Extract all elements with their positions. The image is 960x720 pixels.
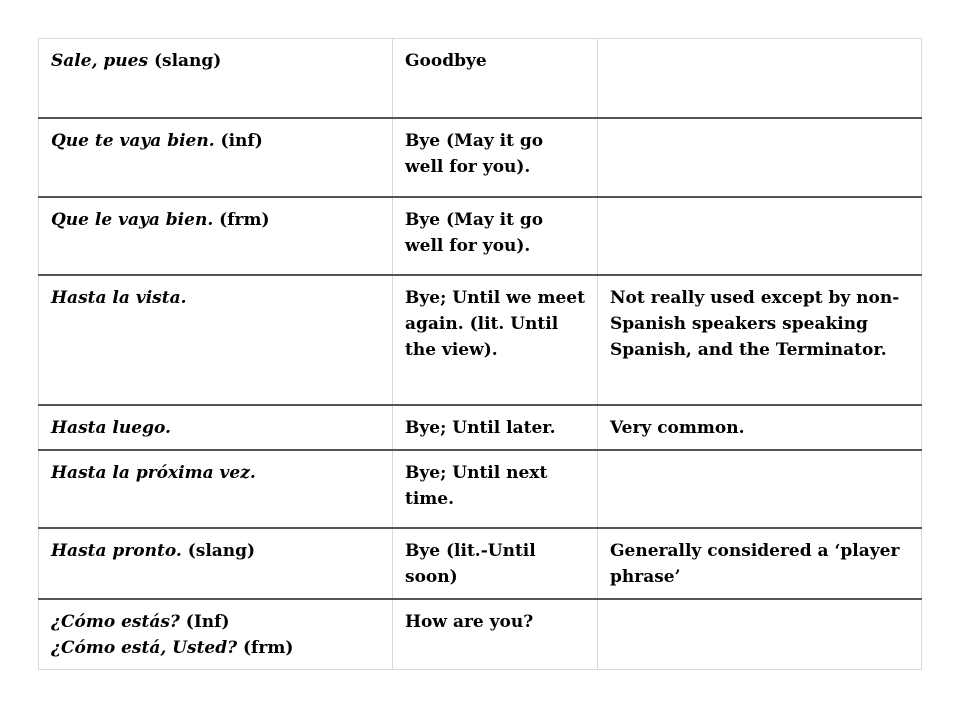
phrase-cell xyxy=(39,599,393,670)
phrase-text: Hasta la vista. xyxy=(51,287,187,308)
table-row xyxy=(39,197,922,275)
comment-cell xyxy=(598,450,922,528)
phrase-table xyxy=(38,38,922,670)
comment-cell xyxy=(598,39,922,118)
comment-cell xyxy=(598,118,922,197)
phrase-cell xyxy=(39,118,393,197)
comment-cell: Generally considered a ‘player phrase’ xyxy=(598,528,922,599)
comment-cell: Very common. xyxy=(598,405,922,450)
comment-cell xyxy=(598,599,922,670)
phrase-text: Hasta luego. xyxy=(51,417,171,438)
phrase-text: Sale, pues xyxy=(51,51,149,71)
register-note: (slang) xyxy=(181,540,256,561)
table-row xyxy=(39,39,922,118)
meaning-cell: Goodbye xyxy=(393,39,598,118)
table-row xyxy=(39,405,922,450)
register-note: (Inf) xyxy=(179,611,230,632)
phrase-text: Que te vaya bien. xyxy=(51,130,215,151)
phrase-cell xyxy=(39,528,393,599)
table-row xyxy=(39,450,922,528)
phrase-text: ¿Cómo está, Usted? xyxy=(51,637,238,658)
table-row xyxy=(39,275,922,405)
register-note: (inf) xyxy=(214,130,263,151)
register-note: (frm) xyxy=(237,637,294,658)
phrase-text: Hasta la próxima vez. xyxy=(51,462,256,483)
phrase-cell xyxy=(39,275,393,405)
meaning-cell: Bye; Until later. xyxy=(393,405,598,450)
comment-cell: Not really used except by non-Spanish speakers speaking Spanish, and the Terminator. xyxy=(598,275,922,405)
phrase-text: ¿Cómo estás? xyxy=(51,611,180,632)
phrase-cell xyxy=(39,197,393,275)
table-row xyxy=(39,528,922,599)
comment-cell xyxy=(598,197,922,275)
phrase-cell xyxy=(39,39,393,118)
phrase-cell xyxy=(39,405,393,450)
meaning-cell: Bye (May it go well for you). xyxy=(393,197,598,275)
register-note: (frm) xyxy=(213,209,270,230)
table-row xyxy=(39,118,922,197)
phrase-text: Hasta pronto. xyxy=(51,540,182,561)
meaning-cell: Bye; Until next time. xyxy=(393,450,598,528)
meaning-cell: Bye; Until we meet again. (lit. Until the view). xyxy=(393,275,598,405)
phrase-text: Que le vaya bien. xyxy=(51,209,214,230)
phrase-cell xyxy=(39,450,393,528)
meaning-cell: Bye (lit.-Until soon) xyxy=(393,528,598,599)
table-row xyxy=(39,599,922,670)
meaning-cell: How are you? xyxy=(393,599,598,670)
meaning-cell: Bye (May it go well for you). xyxy=(393,118,598,197)
register-note: (slang) xyxy=(148,51,222,71)
